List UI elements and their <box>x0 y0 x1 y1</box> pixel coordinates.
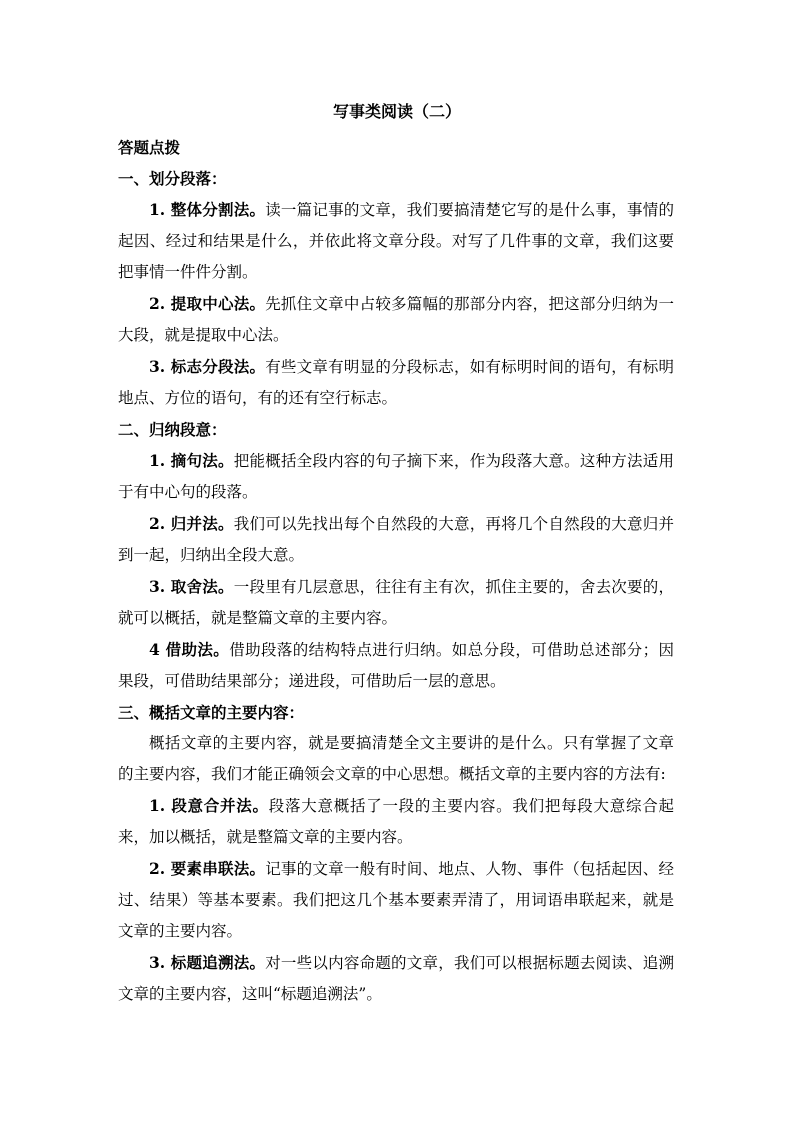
part3-heading: 三、概括文章的主要内容： <box>118 703 305 722</box>
method-text: 段落大意概括了一段的主要内容。我们把每段大意综合起来，加以概括，就是整篇文章的主要内容。 <box>118 797 675 846</box>
method-name: 1. 摘句法。 <box>149 451 234 470</box>
method-name: 4 借助法。 <box>149 640 230 659</box>
part1-item-2 <box>118 288 674 351</box>
part2-item-2 <box>118 508 674 571</box>
method-text: 记事的文章一般有时间、地点、人物、事件（包括起因、经过、结果）等基本要素。我们把这几个基本要素弄清了，用词语串联起来，就是文章的主要内容。 <box>118 860 674 940</box>
method-name: 1. 段意合并法。 <box>149 796 269 815</box>
part2-item-4 <box>118 634 674 697</box>
part2-item-3 <box>118 571 674 634</box>
method-text: 一段里有几层意思，往往有主有次，抓住主要的，舍去次要的，就可以概括，就是整篇文章的主要内容。 <box>118 578 675 627</box>
document-body <box>118 132 674 1010</box>
part2-heading: 二、归纳段意： <box>118 420 227 439</box>
part3-item-1 <box>118 790 674 853</box>
part1-heading: 一、划分段落： <box>118 169 227 188</box>
method-name: 3. 标题追溯法。 <box>149 953 266 972</box>
part1-item-3 <box>118 351 674 414</box>
method-text: 先抓住文章中占较多篇幅的那部分内容，把这部分归纳为一大段，就是提取中心法。 <box>118 295 674 344</box>
method-text: 借助段落的结构特点进行归纳。如总分段，可借助总述部分；因果段，可借助结果部分；递进段，可借助后一层的意思。 <box>118 641 674 690</box>
part3-intro: 概括文章的主要内容，就是要搞清楚全文主要讲的是什么。只有掌握了文章的主要内容，我们才能正确领会文章的中心思想。概括文章的主要内容的方法有: <box>118 734 674 783</box>
method-name: 2. 提取中心法。 <box>149 294 266 313</box>
document-title: 写事类阅读（二） <box>332 102 461 121</box>
part3-item-2 <box>118 853 674 947</box>
method-text: 我们可以先找出每个自然段的大意，再将几个自然段的大意归并到一起，归纳出全段大意。 <box>118 515 675 564</box>
part3-item-3 <box>118 947 674 1010</box>
method-name: 3. 标志分段法。 <box>149 357 266 376</box>
section-label: 答题点拨 <box>118 138 181 157</box>
method-text: 对一些以内容命题的文章，我们可以根据标题去阅读、追溯文章的主要内容，这叫“标题追溯法”。 <box>118 954 674 1003</box>
method-text: 把能概括全段内容的句子摘下来，作为段落大意。这种方法适用于有中心句的段落。 <box>118 452 675 501</box>
part1-item-1 <box>118 194 674 288</box>
method-name: 3. 取舍法。 <box>149 577 234 596</box>
method-text: 有些文章有明显的分段标志，如有标明时间的语句，有标明地点、方位的语句，有的还有空行标志。 <box>118 358 674 407</box>
method-name: 2. 要素串联法。 <box>149 859 266 878</box>
method-name: 2. 归并法。 <box>149 514 234 533</box>
method-name: 1. 整体分割法。 <box>149 200 266 219</box>
part2-item-1 <box>118 445 674 508</box>
method-text: 读一篇记事的文章，我们要搞清楚它写的是什么事，事情的起因、经过和结果是什么，并依此将文章分段。对写了几件事的文章，我们这要把事情一件件分割。 <box>118 201 674 281</box>
